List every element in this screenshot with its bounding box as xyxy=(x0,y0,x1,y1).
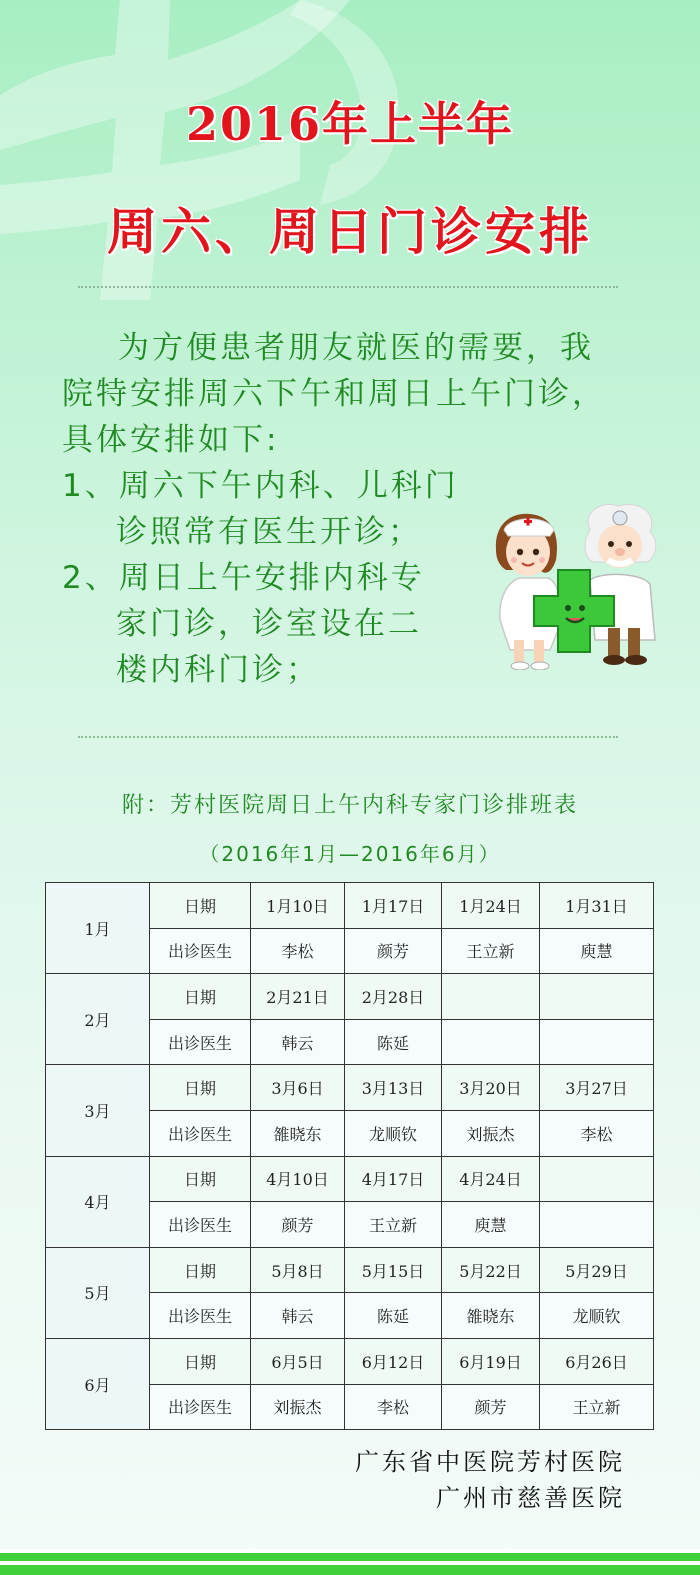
date-cell: 3月20日 xyxy=(442,1065,540,1111)
date-cell: 4月24日 xyxy=(442,1156,540,1202)
doctor-cell xyxy=(540,1202,654,1248)
date-label-cell: 日期 xyxy=(150,1065,251,1111)
footer-hospital-2: 广州市慈善医院 xyxy=(436,1484,625,1512)
title-year: 2016年上半年 xyxy=(185,97,515,151)
divider-middle xyxy=(78,736,618,738)
appendix-date-range: （2016年1月—2016年6月） xyxy=(199,842,501,866)
appendix-title: 附：芳村医院周日上午内科专家门诊排班表 xyxy=(121,793,578,818)
doctor-cell: 李松 xyxy=(251,928,345,974)
doctor-cell: 韩云 xyxy=(251,1019,345,1065)
doctor-cell xyxy=(442,1019,540,1065)
month-cell: 1月 xyxy=(46,883,150,974)
doctor-icon xyxy=(585,504,656,665)
doctor-cell xyxy=(540,1019,654,1065)
date-row xyxy=(46,1156,654,1202)
date-cell: 1月17日 xyxy=(345,883,442,929)
doctor-cell: 王立新 xyxy=(345,1202,442,1248)
date-label-cell: 日期 xyxy=(150,1338,251,1384)
date-cell: 1月24日 xyxy=(442,883,540,929)
bottom-green-bar xyxy=(0,1549,700,1575)
date-cell: 1月10日 xyxy=(251,883,345,929)
date-row xyxy=(46,1065,654,1111)
date-cell: 2月21日 xyxy=(251,974,345,1020)
date-cell: 3月6日 xyxy=(251,1065,345,1111)
doctor-cell: 王立新 xyxy=(540,1384,654,1430)
date-cell: 1月31日 xyxy=(540,883,654,929)
date-cell: 3月13日 xyxy=(345,1065,442,1111)
doctor-label-cell: 出诊医生 xyxy=(150,1019,251,1065)
intro-line-4: 1、周六下午内科、儿科门 xyxy=(62,468,459,504)
intro-line-5: 诊照常有医生开诊； xyxy=(116,514,422,550)
divider-top xyxy=(78,286,618,288)
doctor-cell: 庾慧 xyxy=(540,928,654,974)
intro-line-8: 楼内科门诊； xyxy=(116,652,320,688)
date-label-cell: 日期 xyxy=(150,883,251,929)
doctor-cell: 陈延 xyxy=(345,1019,442,1065)
intro-line-7: 家门诊，诊室设在二 xyxy=(116,606,422,642)
intro-line-1: 为方便患者朋友就医的需要，我 xyxy=(118,330,594,366)
doctor-label-cell: 出诊医生 xyxy=(150,1384,251,1430)
doctor-cell: 韩云 xyxy=(251,1293,345,1339)
date-cell: 6月26日 xyxy=(540,1338,654,1384)
date-cell: 6月12日 xyxy=(345,1338,442,1384)
month-cell: 3月 xyxy=(46,1065,150,1156)
doctor-cell: 庾慧 xyxy=(442,1202,540,1248)
doctor-cell: 李松 xyxy=(345,1384,442,1430)
doctor-label-cell: 出诊医生 xyxy=(150,928,251,974)
month-cell: 2月 xyxy=(46,974,150,1065)
date-cell: 6月5日 xyxy=(251,1338,345,1384)
footer-hospital-1: 广东省中医院芳村医院 xyxy=(355,1448,625,1476)
schedule-table xyxy=(45,882,654,1430)
date-cell: 2月28日 xyxy=(345,974,442,1020)
doctor-cell: 雒晓东 xyxy=(251,1110,345,1156)
date-label-cell: 日期 xyxy=(150,974,251,1020)
doctor-label-cell: 出诊医生 xyxy=(150,1202,251,1248)
month-cell: 6月 xyxy=(46,1338,150,1429)
doctor-cell: 雒晓东 xyxy=(442,1293,540,1339)
doctor-cell: 王立新 xyxy=(442,928,540,974)
background-logo-icon xyxy=(0,0,420,360)
date-cell: 5月22日 xyxy=(442,1247,540,1293)
doctor-cell: 陈延 xyxy=(345,1293,442,1339)
doctor-cell: 颜芳 xyxy=(442,1384,540,1430)
doctor-cell: 龙顺钦 xyxy=(345,1110,442,1156)
intro-line-3: 具体安排如下: xyxy=(62,422,280,458)
date-row xyxy=(46,974,654,1020)
doctor-cell: 龙顺钦 xyxy=(540,1293,654,1339)
title-main: 周六、周日门诊安排 xyxy=(107,202,593,261)
date-row xyxy=(46,883,654,929)
date-cell xyxy=(442,974,540,1020)
date-row xyxy=(46,1338,654,1384)
date-label-cell: 日期 xyxy=(150,1156,251,1202)
month-cell: 5月 xyxy=(46,1247,150,1338)
date-cell: 4月10日 xyxy=(251,1156,345,1202)
nurse-icon xyxy=(496,514,561,670)
doctor-cell: 颜芳 xyxy=(251,1202,345,1248)
date-row xyxy=(46,1247,654,1293)
intro-line-6: 2、周日上午安排内科专 xyxy=(62,560,425,596)
intro-line-2: 院特安排周六下午和周日上午门诊， xyxy=(62,376,606,412)
date-cell: 5月8日 xyxy=(251,1247,345,1293)
doctor-cell: 颜芳 xyxy=(345,928,442,974)
date-cell: 5月15日 xyxy=(345,1247,442,1293)
doctor-cell: 李松 xyxy=(540,1110,654,1156)
date-cell xyxy=(540,974,654,1020)
month-cell: 4月 xyxy=(46,1156,150,1247)
doctor-cell: 刘振杰 xyxy=(442,1110,540,1156)
date-cell: 5月29日 xyxy=(540,1247,654,1293)
doctor-label-cell: 出诊医生 xyxy=(150,1110,251,1156)
date-cell xyxy=(540,1156,654,1202)
date-cell: 3月27日 xyxy=(540,1065,654,1111)
doctor-label-cell: 出诊医生 xyxy=(150,1293,251,1339)
doctor-cell: 刘振杰 xyxy=(251,1384,345,1430)
date-cell: 4月17日 xyxy=(345,1156,442,1202)
doctor-nurse-illustration xyxy=(490,500,665,670)
date-label-cell: 日期 xyxy=(150,1247,251,1293)
date-cell: 6月19日 xyxy=(442,1338,540,1384)
